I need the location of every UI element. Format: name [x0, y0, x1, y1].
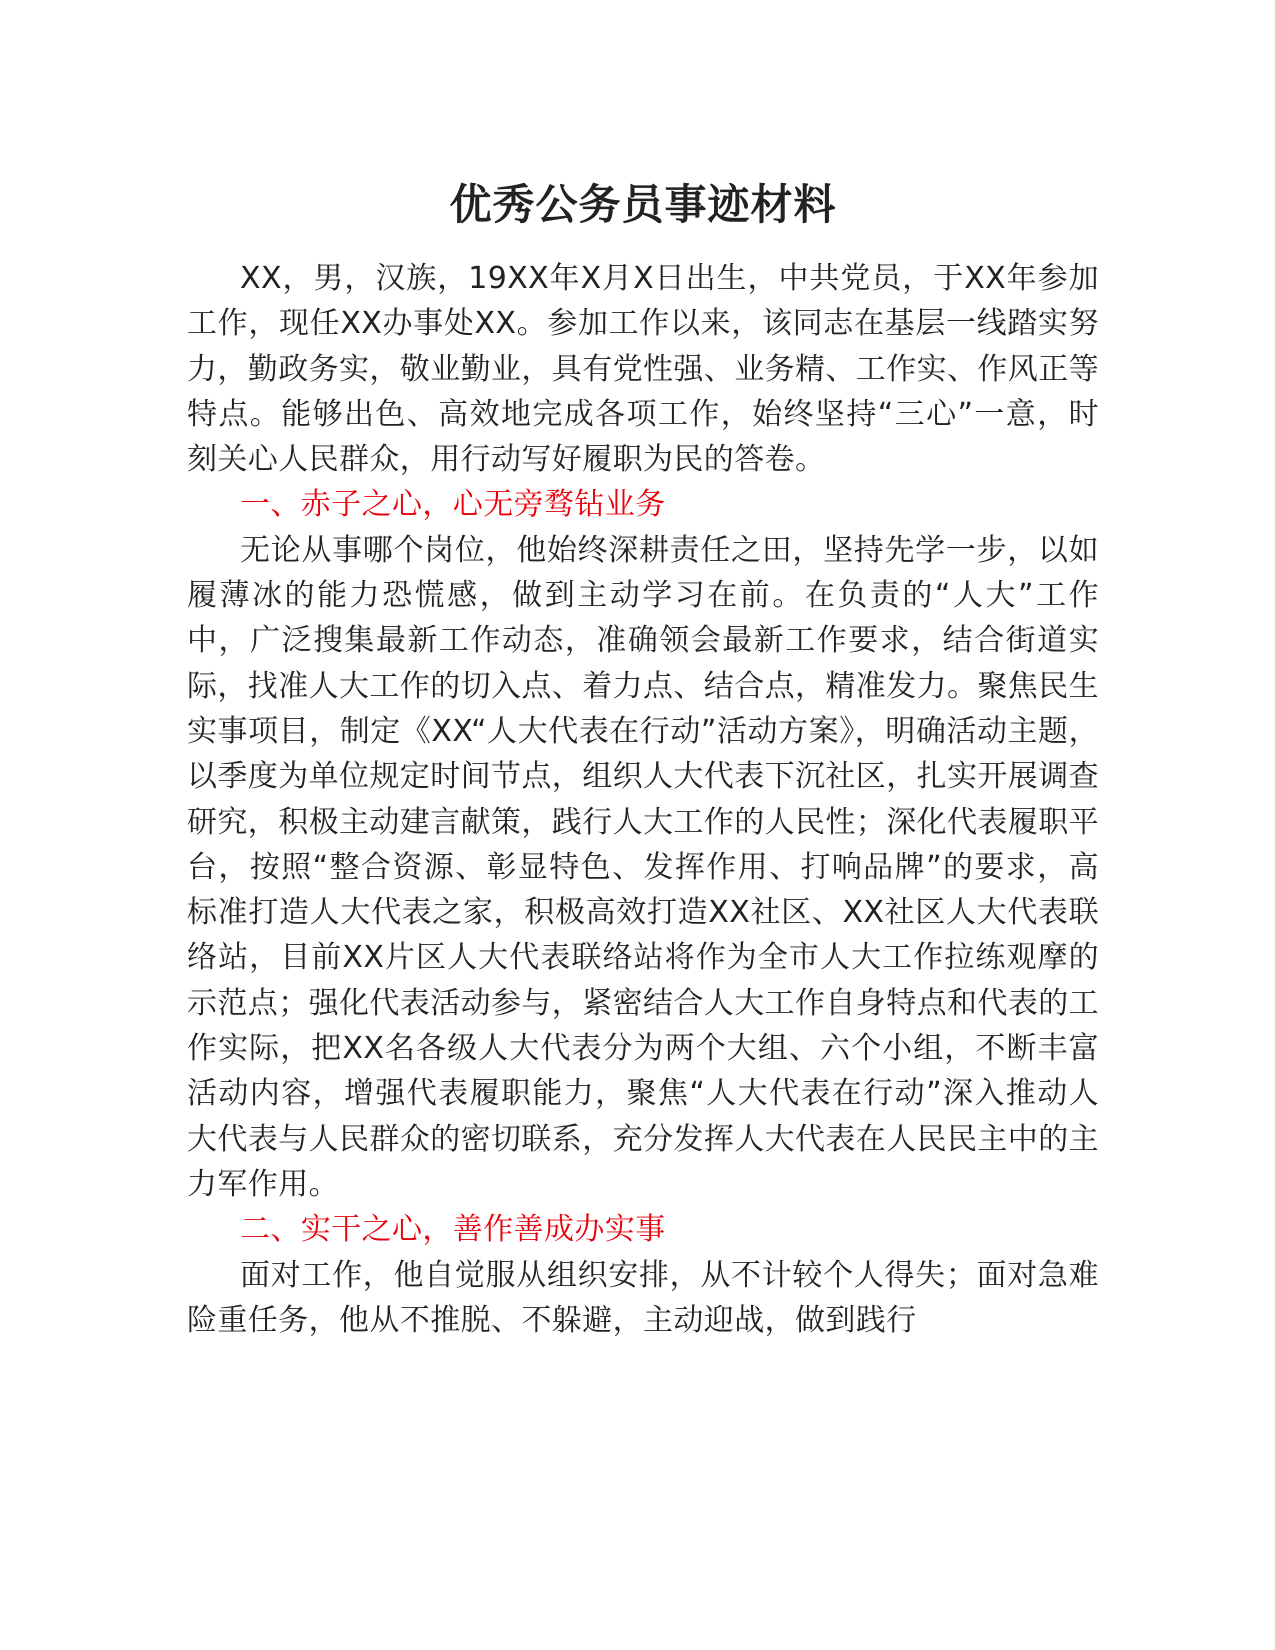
section-body-1: 无论从事哪个岗位，他始终深耕责任之田，坚持先学一步，以如履薄冰的能力恐慌感，做到主动学习在前。在负责的“人大”工作中，广泛搜集最新工作动态，准确领会最新工作要求，结合街道实际，找准人大工作的切入点、着力点、结合点，精准发力。聚焦民生实事项目，制定《XX“人大代表在行动”活动方案》，明确活动主题，以季度为单位规定时间节点，组织人大代表下沉社区，扎实开展调查研究，积极主动建言献策，践行人大工作的人民性；深化代表履职平台，按照“整合资源、彰显特色、发挥作用、打响品牌”的要求，高标准打造人大代表之家，积极高效打造XX社区、XX社区人大代表联络站，目前XX片区人大代表联络站将作为全市人大工作拉练观摩的示范点；强化代表活动参与，紧密结合人大工作自身特点和代表的工作实际，把XX名各级人大代表分为两个大组、六个小组，不断丰富活动内容，增强代表履职能力，聚焦“人大代表在行动”深入推动人大代表与人民群众的密切联系，充分发挥人大代表在人民民主中的主力军作用。 [187, 532, 1099, 1202]
intro-paragraph: XX，男，汉族，19XX年X月X日出生，中共党员，于XX年参加工作，现任XX办事处XX。参加工作以来，该同志在基层一线踏实努力，勤政务实，敬业勤业，具有党性强、业务精、工作实、作风正等特点。能够出色、高效地完成各项工作，始终坚持“三心”一意，时刻关心人民群众，用行动写好履职为民的答卷。 [187, 261, 1099, 478]
section-heading-1: 一、赤子之心，心无旁骛钻业务 [240, 487, 666, 523]
section-heading-2: 二、实干之心，善作善成办实事 [240, 1212, 666, 1248]
document-page [187, 176, 1099, 1343]
section-body-2: 面对工作，他自觉服从组织安排，从不计较个人得失；面对急难险重任务，他从不推脱、不躲避，主动迎战，做到践行 [187, 1257, 1099, 1338]
document-title: 优秀公务员事迹材料 [449, 180, 837, 229]
